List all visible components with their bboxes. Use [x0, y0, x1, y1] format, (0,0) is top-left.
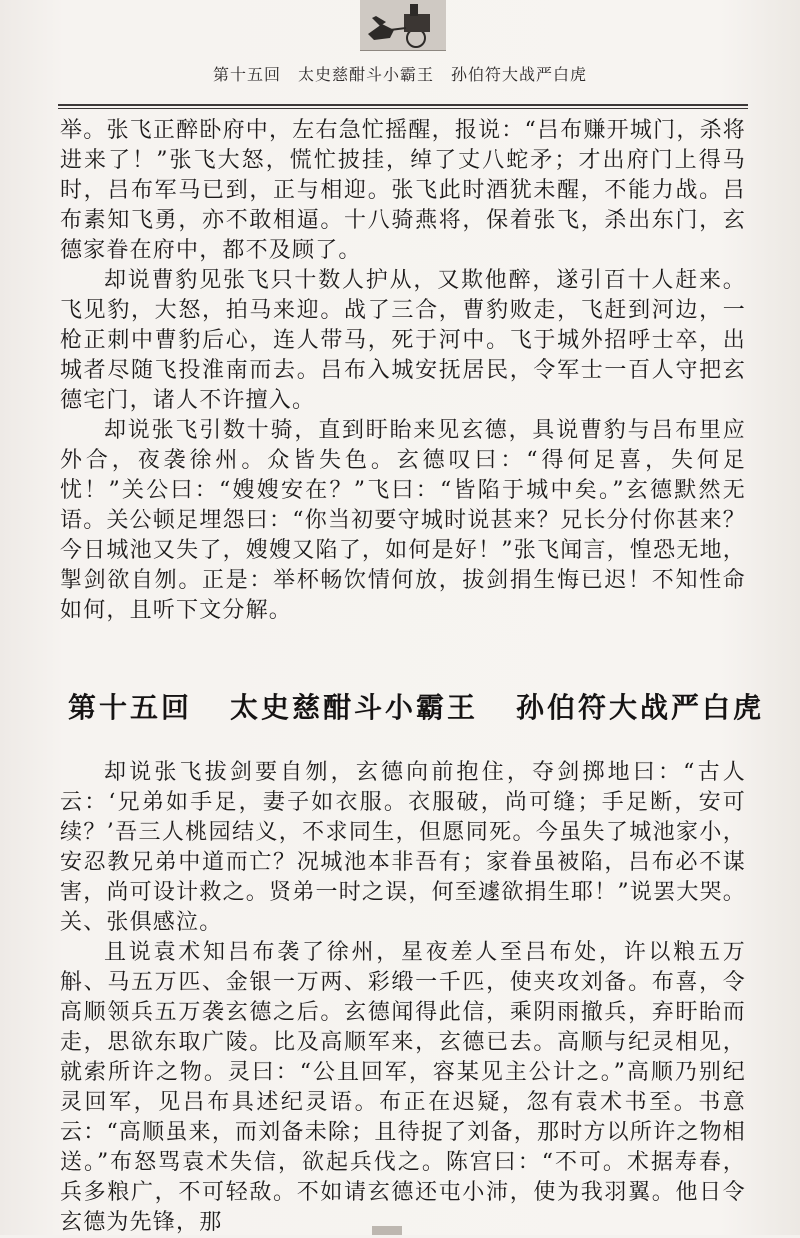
- text-section-1: [60, 116, 746, 626]
- paragraph: 且说袁术知吕布袭了徐州，星夜差人至吕布处，许以粮五万斛、马五万匹、金银一万两、彩缎一千匹，使夹攻刘备。布喜，令高顺领兵五万袭玄德之后。玄德闻得此信，乘阴雨撤兵，弃盱眙而走，思欲东取广陵。比及高顺军来，玄德已去。高顺与纪灵相见，就索所许之物。灵曰：“公且回军，容某见主公计之。”高顺乃别纪灵回军，见吕布具述纪灵语。布正在迟疑，忽有袁术书至。书意云：“高顺虽来，而刘备未除；且待捉了刘备，那时方以所许之物相送。”布怒骂袁术失信，欲起兵伐之。陈宫曰：“不可。术据寿春，兵多粮广，不可轻敌。不如请玄德还屯小沛，使为我羽翼。他日令玄德为先锋，那: [60, 940, 746, 1235]
- page-edge-mark: [372, 1226, 402, 1235]
- text-section-2: [60, 758, 746, 1238]
- chapter-title-part2: 孙伯符大战严白虎: [516, 691, 765, 724]
- paragraph: 举。张飞正醉卧府中，左右急忙摇醒，报说：“吕布赚开城门，杀将进来了！”张飞大怒，慌忙披挂，绰了丈八蛇矛；才出府门上得马时，吕布军马已到，正与相迎。张飞此时酒犹未醒，不能力战。吕布素知飞勇，亦不敢相逼。十八骑燕将，保着张飞，杀出东门，玄德家眷在府中，都不及顾了。: [60, 118, 746, 263]
- chapter-number: 第十五回: [68, 691, 193, 724]
- running-header: 第十五回 太史慈酣斗小霸王 孙伯符大战严白虎: [212, 65, 587, 84]
- paragraph: 却说张飞拔剑要自刎，玄德向前抱住，夺剑掷地曰：“古人云：‘兄弟如手足，妻子如衣服。衣服破，尚可缝；手足断，安可续？’吾三人桃园结义，不求同生，但愿同死。今虽失了城池家小，安忍教兄弟中道而亡？况城池本非吾有；家眷虽被陷，吕布必不谋害，尚可设计救之。贤弟一时之误，何至遽欲捐生耶！”说罢大哭。关、张俱感泣。: [60, 760, 746, 935]
- header-rule: [58, 104, 748, 106]
- header-rule-thin: [58, 108, 748, 109]
- paragraph: 却说曹豹见张飞只十数人护从，又欺他醉，遂引百十人赶来。飞见豹，大怒，拍马来迎。战了三合，曹豹败走，飞赶到河边，一枪正刺中曹豹后心，连人带马，死于河中。飞于城外招呼士卒，出城者尽随飞投淮南而去。吕布入城安抚居民，令军士一百人守把玄德宅门，诸人不许擅入。: [60, 268, 746, 413]
- paragraph: 却说张飞引数十骑，直到盱眙来见玄德，具说曹豹与吕布里应外合，夜袭徐州。众皆失色。玄德叹曰：“得何足喜，失何足忧！”关公曰：“嫂嫂安在？”飞曰：“皆陷于城中矣。”玄德默然无语。关公顿足埋怨曰：“你当初要守城时说甚来？兄长分付你甚来？今日城池又失了，嫂嫂又陷了，如何是好！”张飞闻言，惶恐无地，掣剑欲自刎。正是：举杯畅饮情何放，拔剑捐生悔已迟！不知性命如何，且听下文分解。: [60, 418, 746, 623]
- chariot-ornament-icon: [360, 0, 446, 51]
- chapter-title: [68, 686, 765, 726]
- chapter-title-part1: 太史慈酣斗小霸王: [230, 691, 479, 724]
